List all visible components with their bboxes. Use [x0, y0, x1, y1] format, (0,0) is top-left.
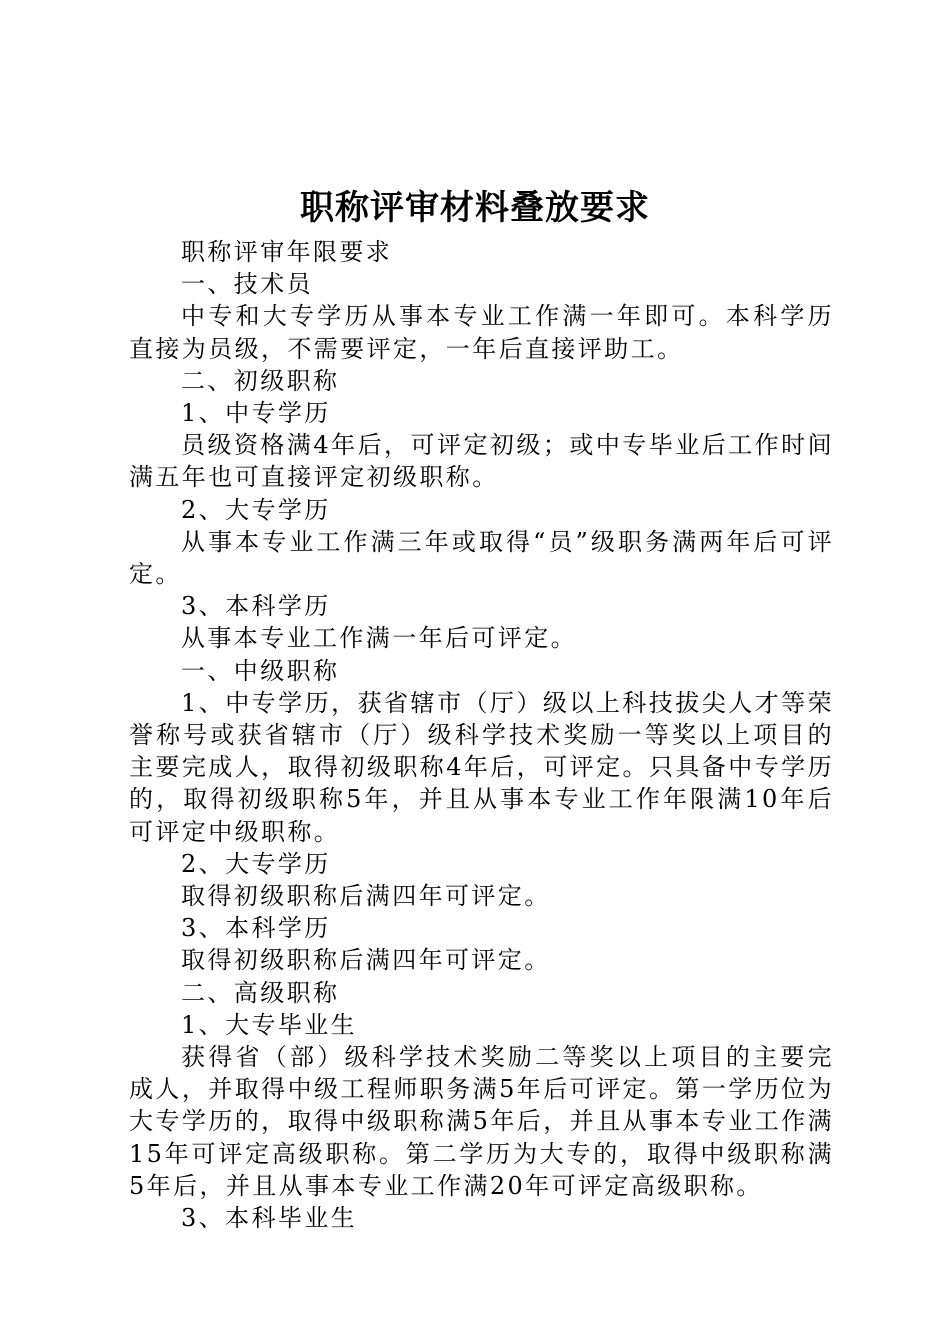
paragraph: 3、本科学历 — [181, 914, 331, 943]
paragraph: 3、本科学历 — [181, 592, 331, 621]
paragraph: 一、技术员 — [181, 270, 313, 299]
paragraph: 一、中级职称 — [181, 656, 340, 685]
paragraph: 取得初级职称后满四年可评定。 — [181, 882, 551, 911]
paragraph: 获得省（部）级科学技术奖励二等奖以上项目的主要完成人，并取得中级工程师职务满5年后可评定。第一学历位为大专学历的，取得中级职称满5年后，并且从事本专业工作满15年可评定高级职称。第二学历为大专的，取得中级职称满5年后，并且从事本专业工作满20年可评定高级职称。 — [129, 1043, 834, 1200]
paragraph: 中专和大专学历从事本专业工作满一年即可。本科学历直接为员级，不需要评定，一年后直接评助工。 — [129, 302, 834, 363]
paragraph: 2、大专学历 — [181, 849, 331, 878]
paragraph: 员级资格满4年后，可评定初级；或中专毕业后工作时间满五年也可直接评定初级职称。 — [129, 431, 834, 492]
paragraph: 1、中专学历 — [181, 399, 331, 428]
document-title: 职称评审材料叠放要求 — [300, 188, 650, 228]
paragraph: 从事本专业工作满一年后可评定。 — [181, 624, 577, 653]
paragraph: 1、中专学历，获省辖市（厅）级以上科技拔尖人才等荣誉称号或获省辖市（厅）级科学技术奖励一等奖以上项目的主要完成人，取得初级职称4年后，可评定。只具备中专学历的，取得初级职称5年，并且从事本专业工作年限满10年后可评定中级职称。 — [129, 688, 834, 846]
document-body — [129, 236, 834, 1234]
paragraph: 二、初级职称 — [181, 366, 340, 395]
paragraph: 2、大专学历 — [181, 495, 331, 524]
paragraph: 职称评审年限要求 — [181, 238, 393, 266]
paragraph: 从事本专业工作满三年或取得“员”级职务满两年后可评定。 — [129, 527, 834, 589]
paragraph: 二、高级职称 — [181, 978, 340, 1007]
paragraph: 取得初级职称后满四年可评定。 — [181, 946, 551, 975]
paragraph: 1、大专毕业生 — [181, 1010, 358, 1039]
paragraph: 3、本科毕业生 — [181, 1204, 358, 1233]
